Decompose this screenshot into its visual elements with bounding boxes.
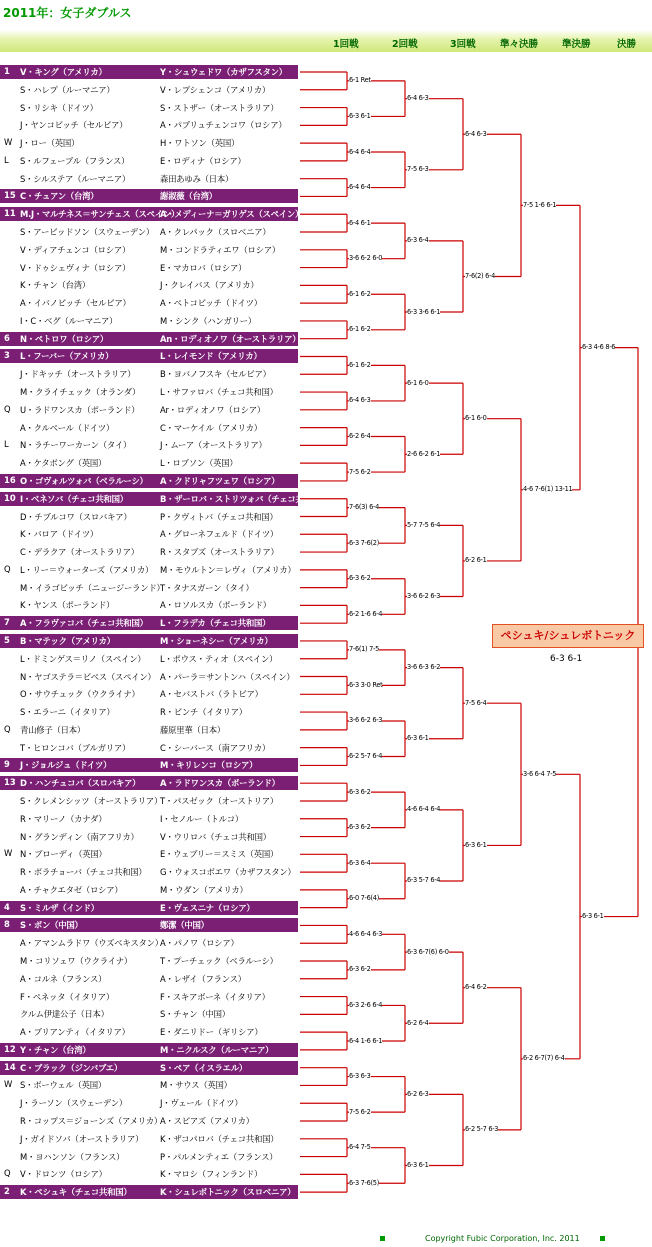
player-left: V・キング（アメリカ）: [20, 67, 107, 77]
player-right: K・ザコパロバ（チェコ共和国）: [160, 1133, 279, 1144]
team-mark: 15: [4, 190, 16, 201]
match-score: 4-6 6-4 6-3: [349, 929, 383, 938]
player-left: A・ブリアンティ（イタリア）: [20, 1027, 130, 1038]
player-right: T・タナスガーン（タイ）: [160, 582, 254, 593]
page-title: 2011年：女子ダブルス: [3, 6, 132, 20]
player-left: A・チャクエタゼ（ロシア）: [20, 884, 123, 895]
match-score: 6-1 6-2: [349, 360, 371, 369]
player-right: M・サウス（英国）: [160, 1080, 232, 1091]
player-right: E・ヴェスニナ（ロシア）: [160, 902, 255, 913]
match-score: 2-6 6-2 6-1: [407, 449, 441, 458]
player-right: E・ダニリドー（ギリシア）: [160, 1027, 263, 1038]
player-right: A・パノワ（ロシア）: [160, 938, 239, 949]
team-mark: 6: [4, 332, 10, 343]
match-score: 7-5 6-2: [349, 467, 371, 476]
match-score: 6-4 6-3: [349, 396, 371, 405]
team-mark: 9: [4, 759, 10, 770]
player-left: S・リシキ（ドイツ）: [20, 102, 98, 113]
player-left: A・フラヴァコバ（チェコ共和国）: [20, 618, 148, 629]
match-score: 4-6 7-6(1) 13-11: [523, 485, 573, 494]
match-score: 6-1 Ret: [349, 76, 371, 85]
player-left: R・コップス＝ジョーンズ（アメリカ）: [20, 1116, 163, 1127]
player-left: L・フーバー（アメリカ）: [20, 351, 114, 362]
player-left: J・ロー（英国）: [20, 138, 80, 149]
player-left: S・ハレプ（ルーマニア）: [20, 84, 115, 95]
player-right: A・ラドワンスカ（ポーランド）: [160, 778, 280, 789]
team-mark: 11: [4, 208, 16, 219]
match-score: 6-3 6-1: [582, 912, 604, 921]
match-score: 6-0 7-6(4): [349, 894, 379, 903]
square-icon: [380, 1236, 385, 1241]
player-right: E・マカロバ（ロシア）: [160, 262, 247, 273]
player-right: Ar・ロディオノワ（ロシア）: [160, 404, 265, 415]
match-score: 3-6 6-3 6-2: [407, 663, 441, 672]
player-right: S・チャン（中国）: [160, 1009, 230, 1020]
match-score: 6-2 6-4: [407, 1018, 429, 1027]
player-right: E・ウェブリー＝スミス（英国）: [160, 849, 279, 860]
match-score: 6-3 6-3: [349, 1072, 371, 1081]
player-right: F・スキアボーネ（イタリア）: [160, 991, 270, 1002]
match-score: 6-4 6-2: [465, 983, 487, 992]
match-score: 7-6(3) 6-4: [349, 503, 379, 512]
player-right: T・プーチェック（ベラルーシ）: [160, 956, 278, 966]
match-score: 7-5 6-2: [349, 1107, 371, 1116]
player-left: S・エラーニ（イタリア）: [20, 707, 115, 718]
player-left: 青山修子（日本）: [20, 724, 85, 735]
player-right: V・レプシェンコ（アメリカ）: [160, 84, 271, 95]
match-score: 6-3 2-6 6-4: [349, 1000, 383, 1009]
team-mark: 3: [4, 350, 10, 361]
player-right: L・フラデカ（チェコ共和国）: [160, 618, 271, 629]
round-label-r2: 2回戦: [392, 39, 418, 50]
match-score: 6-2 5-7 6-4: [349, 752, 383, 761]
square-icon: [600, 1236, 605, 1241]
player-right: V・ウリロバ（チェコ共和国）: [160, 831, 271, 842]
player-left: M・イラゴビッチ（ニュージーランド）: [20, 582, 165, 593]
player-right: J・ムーア（オーストラリア）: [160, 440, 267, 451]
team-mark: 7: [4, 617, 10, 628]
match-score: 6-3 6-2: [349, 965, 371, 974]
player-left: N・ペトロワ（ロシア）: [20, 333, 109, 344]
team-mark: 10: [4, 492, 16, 503]
player-left: J・ジョルジュ（ドイツ）: [20, 760, 112, 771]
team-mark: W: [4, 1079, 13, 1090]
player-right: A・ロソルスカ（ポーランド）: [160, 600, 271, 611]
match-score: 5-7 7-5 6-4: [407, 520, 441, 529]
match-score: 6-1 6-2: [349, 289, 371, 298]
match-score: 6-2 6-3: [407, 1089, 429, 1098]
match-score: 6-2 1-6 6-4: [349, 609, 383, 618]
player-right: M・ニクルスク（ルーマニア）: [160, 1044, 274, 1055]
match-score: 6-3 6-2: [349, 574, 371, 583]
player-left: J・ドキッチ（オーストラリア）: [20, 369, 136, 380]
player-right: M・コンドラティエワ（ロシア）: [160, 244, 281, 255]
team-mark: 5: [4, 634, 10, 645]
player-right: L・レイモンド（アメリカ）: [160, 351, 262, 362]
player-left: クルム伊達公子（日本）: [20, 1009, 109, 1020]
player-right: Y・シュウェドワ（カザフスタン）: [160, 67, 287, 77]
team-mark: L: [4, 154, 9, 165]
match-score: 6-4 6-1: [349, 218, 371, 227]
player-left: S・アービッドソン（スウェーデン）: [20, 227, 154, 238]
player-right: L・ポウス・ティオ（スペイン）: [160, 653, 278, 664]
player-right: P・パルメンティエ（フランス）: [160, 1151, 278, 1162]
player-left: N・ブローディ（英国）: [20, 849, 107, 860]
copyright-text: Copyright Fubic Corporation, Inc. 2011: [425, 1234, 580, 1243]
player-left: V・ドロンツ（ロシア）: [20, 1169, 107, 1180]
player-right: B・ヨバノフスキ（セルビア）: [160, 369, 271, 380]
match-score: 3-6 6-2 6-3: [407, 592, 441, 600]
player-left: R・ボラチョーバ（チェコ共和国）: [20, 867, 147, 878]
player-left: D・ハンチュコバ（スロバキア）: [20, 778, 141, 789]
team-mark: 8: [4, 919, 10, 930]
player-left: M.J・マルチネス＝サンチェス（スペイン）: [20, 209, 180, 220]
match-score: 7-5 6-3: [407, 165, 429, 174]
player-right: M・モウルトン＝レヴィ（アメリカ）: [160, 564, 296, 575]
team-mark: W: [4, 848, 13, 859]
match-score: 6-3 3-6 6-1: [407, 307, 441, 316]
player-left: T・ヒロンコバ（ブルガリア）: [20, 742, 131, 753]
team-mark: Q: [4, 403, 11, 414]
match-score: 6-4 1-6 6-1: [349, 1036, 383, 1045]
player-right: R・スタブズ（オーストラリア）: [160, 547, 279, 558]
match-score: 6-4 6-4: [349, 147, 371, 156]
player-right: A・クレパック（スロベニア）: [160, 227, 271, 238]
player-left: N・ヤゴステラ＝ビベス（スペイン）: [20, 671, 156, 682]
match-score: 6-3 6-1: [465, 840, 487, 849]
player-left: Y・チャン（台湾）: [20, 1044, 91, 1055]
team-mark: 16: [4, 474, 16, 485]
match-score: 6-3 6-2: [349, 823, 371, 832]
player-left: C・デラクア（オーストラリア）: [20, 547, 139, 558]
match-score: 6-3 6-2: [349, 787, 371, 796]
player-left: C・チュアン（台湾）: [20, 191, 99, 202]
player-right: J・ヴェール（ドイツ）: [160, 1098, 243, 1109]
team-mark: 12: [4, 1043, 16, 1054]
player-right: A・グローネフェルド（ドイツ）: [160, 529, 278, 540]
match-score: 6-3 6-7(6) 6-0: [407, 947, 449, 956]
match-score: 6-3 6-1: [407, 734, 429, 743]
player-right: A・クドリャフツェワ（ロシア）: [160, 475, 280, 486]
player-left: K・ヤンス（ポーランド）: [20, 600, 115, 611]
player-left: M・ヨハンソン（フランス）: [20, 1151, 125, 1162]
player-left: O・ゴヴォルツォバ（ベラルーシ）: [20, 475, 148, 486]
player-right: An・ロディオノワ（オーストラリア）: [160, 333, 301, 344]
match-score: 6-4 6-3: [465, 129, 487, 138]
player-left: K・チャン（台湾）: [20, 280, 90, 291]
match-score: 6-2 6-7(7) 6-4: [523, 1054, 565, 1063]
player-left: R・マリーノ（カナダ）: [20, 813, 107, 824]
match-score: 6-4 6-4: [349, 183, 371, 192]
match-score: 6-1 6-0: [465, 414, 487, 423]
match-score: 7-5 6-4: [465, 698, 487, 707]
match-score: 7-5 1-6 6-1: [523, 200, 557, 209]
player-left: J・ガイドソバ（オーストラリア）: [20, 1133, 144, 1144]
player-left: J・ヤンコビッチ（セルビア）: [20, 120, 128, 131]
player-left: C・ブラック（ジンバブエ）: [20, 1062, 123, 1073]
match-score: 3-6 6-2 6-3: [349, 716, 383, 725]
match-score: 6-3 6-1: [349, 111, 371, 120]
player-right: K・マロシ（フィンランド）: [160, 1169, 263, 1180]
team-mark: Q: [4, 1168, 11, 1179]
player-right: I・セノルー（トルコ）: [160, 813, 244, 824]
player-left: S・ポン（中国）: [20, 920, 83, 931]
player-right: A・スピアズ（アメリカ）: [160, 1116, 254, 1127]
team-mark: W: [4, 137, 13, 148]
player-right: K・シュレボトニック（スロベニア）: [160, 1187, 296, 1198]
player-left: S・クレメンシッツ（オーストラリア）: [20, 795, 163, 806]
round-label-qf: 準々決勝: [500, 39, 539, 50]
player-left: I・ベネソバ（チェコ共和国）: [20, 493, 128, 504]
match-score: 6-1 6-2: [349, 325, 371, 334]
player-left: S・ミルザ（インド）: [20, 902, 99, 913]
player-right: M・ウダン（アメリカ）: [160, 884, 248, 895]
match-score: 6-3 3-0 Ret: [349, 680, 383, 689]
player-right: L・サファロバ（チェコ共和国）: [160, 387, 278, 398]
player-right: E・ロディナ（ロシア）: [160, 155, 246, 166]
player-left: J・ラーソン（スウェーデン）: [20, 1098, 128, 1109]
player-right: R・ビンチ（イタリア）: [160, 707, 247, 718]
player-left: U・ラドワンスカ（ポーランド）: [20, 404, 140, 415]
player-right: M・キリレンコ（ロシア）: [160, 760, 258, 771]
player-right: M・シンク（ハンガリー）: [160, 315, 256, 326]
player-right: 森田あゆみ（日本）: [160, 173, 234, 184]
final-score: 6-3 6-1: [550, 654, 583, 664]
player-right: 藤原里華（日本）: [160, 724, 225, 735]
team-mark: Q: [4, 563, 11, 574]
match-score: 7-6(1) 7-5: [349, 645, 379, 654]
player-left: A・アマンムラドワ（ウズベキスタン）: [20, 938, 163, 949]
player-right: C・シーバース（南アフリカ）: [160, 742, 270, 753]
team-mark: 2: [4, 1186, 10, 1197]
player-left: S・ルフェーブル（フランス）: [20, 155, 130, 166]
player-left: F・ペネッタ（イタリア）: [20, 991, 114, 1002]
player-left: K・ペシュキ（チェコ共和国）: [20, 1187, 132, 1198]
match-score: 6-2 6-1: [465, 556, 487, 565]
round-label-r3: 3回戦: [450, 39, 476, 50]
match-score: 6-1 6-0: [407, 378, 429, 387]
match-score: 6-3 6-4: [407, 236, 429, 245]
team-mark: 13: [4, 777, 16, 788]
player-right: C・マーケイル（アメリカ）: [160, 422, 262, 433]
match-score: 7-6(2) 6-4: [465, 271, 495, 280]
player-left: A・クルベール（ドイツ）: [20, 422, 115, 433]
champion-box: ペシュキ/シュレボトニック: [492, 624, 644, 648]
player-left: L・ドミンゲス＝リノ（スペイン）: [20, 653, 146, 664]
match-score: 6-3 7-6(5): [349, 1178, 379, 1187]
team-mark: L: [4, 439, 9, 450]
player-right: B・ザーロバ・ストリツォバ（チェコ共和国）: [160, 493, 329, 504]
player-right: J・クレイバス（アメリカ）: [160, 280, 259, 291]
player-left: S・ボーウェル（英国）: [20, 1080, 106, 1091]
match-score: 6-4 7-5: [349, 1143, 371, 1152]
player-left: N・ラチーワーカーン（タイ）: [20, 440, 132, 451]
player-left: A・イバノビッチ（セルビア）: [20, 298, 131, 309]
player-right: A・セバストバ（ラトビア）: [160, 689, 263, 700]
player-left: A・ケタボング（英国）: [20, 458, 107, 469]
match-score: 6-3 7-6(2): [349, 538, 379, 547]
round-label-r1: 1回戦: [333, 39, 359, 50]
match-score: 6-2 6-4: [349, 431, 371, 440]
player-left: V・ドゥシェヴィナ（ロシア）: [20, 262, 131, 273]
player-left: M・コリソェワ（ウクライナ）: [20, 956, 133, 966]
player-right: A・パーラ＝サントンハ（スペイン）: [160, 671, 295, 682]
player-left: A・コルネ（フランス）: [20, 973, 107, 984]
player-left: M・クライチェック（オランダ）: [20, 387, 141, 398]
player-left: S・シルステア（ルーマニア）: [20, 173, 131, 184]
player-left: N・グランディン（南アフリカ）: [20, 831, 139, 842]
match-score: 3-6 6-4 7-5: [523, 769, 557, 778]
match-score: 6-4 6-3: [407, 94, 429, 103]
match-score: 4-6 6-4 6-4: [407, 805, 441, 814]
player-left: L・リー＝ウォーターズ（アメリカ）: [20, 564, 154, 575]
match-score: 3-6 6-2 6-0: [349, 254, 383, 263]
player-right: A・メディーナ＝ガリゲス（スペイン）: [160, 209, 304, 220]
player-right: G・ウォスコボエワ（カザフスタン）: [160, 867, 296, 878]
player-left: I・C・ベグ（ルーマニア）: [20, 315, 118, 326]
match-score: 6-2 5-7 6-3: [465, 1125, 499, 1134]
player-left: K・バロア（ドイツ）: [20, 529, 98, 540]
player-right: 謝淑薇（台湾）: [160, 191, 217, 202]
player-right: T・パスゼック（オーストリア）: [160, 795, 279, 806]
team-mark: 14: [4, 1061, 16, 1072]
player-left: D・チブルコワ（スロバキア）: [20, 511, 132, 522]
team-mark: 4: [4, 901, 10, 912]
team-mark: Q: [4, 723, 11, 734]
round-label-final: 決勝: [617, 39, 637, 50]
team-mark: 1: [4, 66, 10, 76]
player-right: A・レザイ（フランス）: [160, 973, 246, 984]
player-left: V・ディアチェンコ（ロシア）: [20, 244, 131, 255]
copyright: [380, 1234, 605, 1243]
player-left: O・サウチュック（ウクライナ）: [20, 689, 140, 700]
player-right: A・パブリュチェンコワ（ロシア）: [160, 120, 287, 131]
player-right: P・クヴィトバ（チェコ共和国）: [160, 511, 278, 522]
player-right: L・ロブソン（英国）: [160, 458, 238, 469]
player-right: S・ペア（イスラエル）: [160, 1062, 247, 1073]
match-score: 6-3 6-4: [349, 858, 371, 867]
player-right: M・ショーネシー（アメリカ）: [160, 635, 273, 646]
player-right: H・ワトソン（英国）: [160, 138, 240, 149]
player-right: A・ペトコビッチ（ドイツ）: [160, 298, 262, 309]
match-score: 6-3 5-7 6-4: [407, 876, 441, 885]
player-right: 鄭潔（中国）: [160, 920, 209, 931]
player-left: B・マテック（アメリカ）: [20, 635, 115, 646]
match-score: 6-3 4-6 8-6: [582, 343, 616, 352]
round-label-sf: 準決勝: [562, 39, 591, 50]
player-right: S・ストザー（オーストラリア）: [160, 102, 279, 113]
match-score: 6-3 6-1: [407, 1160, 429, 1169]
